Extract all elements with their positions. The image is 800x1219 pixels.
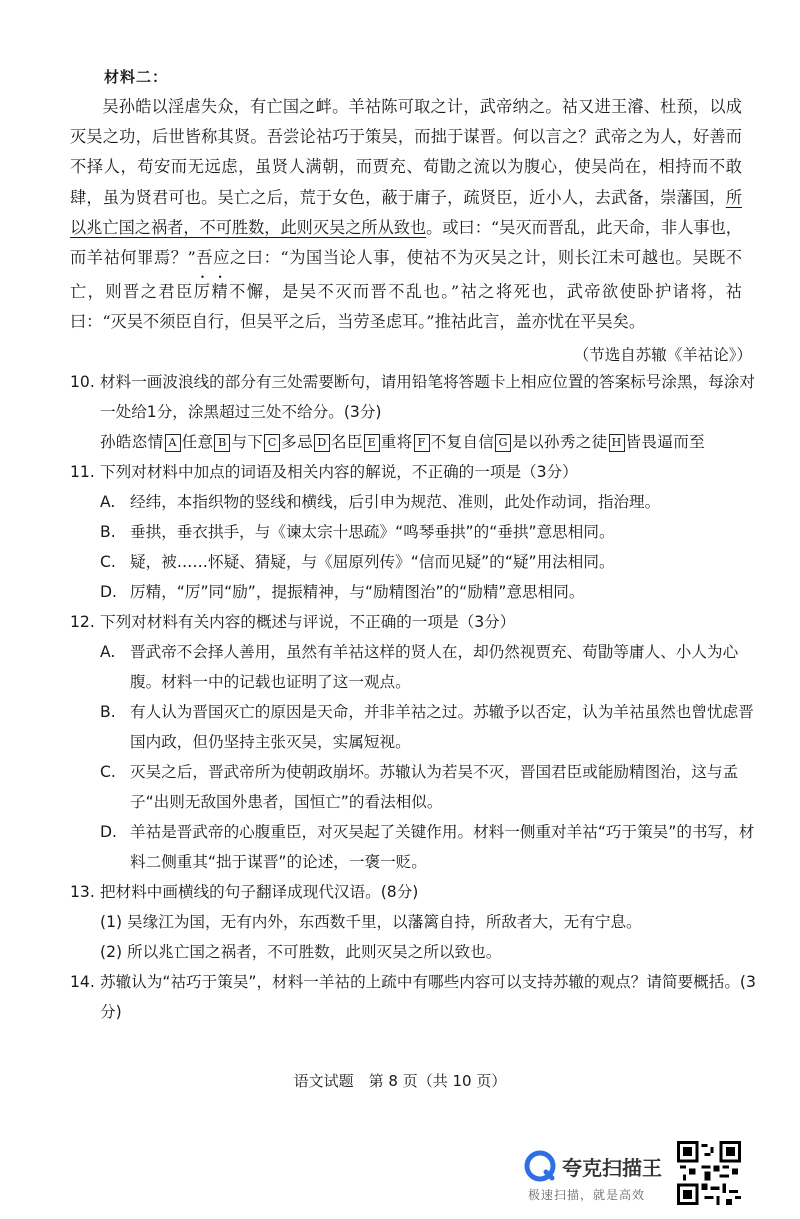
question-13 — [70, 877, 760, 967]
answer-box-b[interactable]: B — [214, 434, 230, 452]
question-10 — [70, 367, 760, 457]
option-c — [100, 547, 760, 577]
segment: 名臣 — [330, 433, 363, 451]
option-label: D. — [100, 823, 117, 841]
option-d — [100, 577, 760, 607]
quark-logo-icon — [524, 1150, 556, 1182]
passage-part-3: 不懈，是吴不灭而晋不乱也。”祜之将死也，武帝欲使卧护诸将，祜曰：“灭吴不须臣自行，但吴平之后，当劳圣虑耳。”推祜此言，盖亦忧在平吴矣。 — [70, 282, 742, 332]
questions-section — [70, 367, 760, 1027]
answer-box-h[interactable]: H — [609, 434, 625, 452]
option-label: C. — [100, 763, 116, 781]
segment: 多忌 — [281, 433, 313, 451]
question-number: 12. — [70, 613, 95, 631]
segment: 不复自信 — [430, 433, 495, 451]
passage-part-2: 。或曰：“吴灭而晋乱，此天命，非人事也，而羊祜何罪焉？”吾应之曰：“为国当论人事，使祜不为灭吴之计，则长江未可越也。吴既不亡，则晋之君臣 — [70, 217, 742, 302]
punctuation-segments — [100, 427, 760, 457]
segment: 皆畏逼而至 — [625, 433, 705, 451]
qr-code-icon — [677, 1141, 741, 1205]
question-10-text: 材料一画波浪线的部分有三处需要断句，请用铅笔将答题卡上相应位置的答案标号涂黑，每涂对一处给1分，涂黑超过三处不给分。(3分) — [100, 373, 755, 421]
segment: 是以孙秀之徒 — [512, 433, 608, 451]
option-b — [100, 697, 760, 757]
question-12 — [70, 607, 760, 877]
option-text: 灭吴之后，晋武帝所为使朝政崩坏。苏辙认为若吴不灭，晋国君臣或能励精图治，这与孟子“出则无敌国外患者，国恒亡”的看法相似。 — [130, 763, 739, 811]
answer-box-e[interactable]: E — [364, 434, 380, 452]
question-14 — [70, 967, 760, 1027]
option-a — [100, 487, 760, 517]
question-number: 10. — [70, 373, 95, 391]
question-number: 11. — [70, 463, 95, 481]
material-two-paragraph — [70, 92, 742, 338]
segment: 重将 — [380, 433, 413, 451]
passage-part-1: 吴孙皓以淫虐失众，有亡国之衅。羊祜陈可取之计，武帝纳之。祜又进王濬、杜预，以成灭吴之功，后世皆称其贤。吾尝论祜巧于策吴，而拙于谋晋。何以言之？武帝之为人，好善而不择人，苟安而无远虑，虽贤人满朝，而贾充、荀勖之流以为腹心，使吴尚在，相持而不敢肆，虽为贤君可也。吴亡之后，荒于女色，蔽于庸子，疏贤臣，近小人，去武备，崇藩国， — [70, 97, 742, 207]
option-label: B. — [100, 703, 116, 721]
segment: 孙皓恣情 — [100, 433, 164, 451]
option-label: A. — [100, 493, 116, 511]
translation-item-2: (2) 所以兆亡国之祸者，不可胜数，此则灭吴之所以致也。 — [100, 943, 502, 961]
option-text: 有人认为晋国灭亡的原因是天命，并非羊祜之过。苏辙予以否定，认为羊祜虽然也曾忧虑晋国内政，但仍坚持主张灭吴，实属短视。 — [130, 703, 754, 751]
option-text: 晋武帝不会择人善用，虽然有羊祜这样的贤人在，却仍然视贾充、荀勖等庸人、小人为心腹。材料一中的记载也证明了这一观点。 — [130, 643, 739, 691]
option-label: A. — [100, 643, 116, 661]
translation-item-1: (1) 吴缘江为国，无有内外，东西数千里，以藩篱自持，所敌者大，无有宁息。 — [100, 913, 642, 931]
question-number: 14. — [70, 973, 95, 991]
option-b — [100, 517, 760, 547]
scanner-slogan: 极速扫描，就是高效 — [528, 1188, 646, 1202]
material-two-title: 材料二： — [104, 68, 169, 86]
answer-box-f[interactable]: F — [414, 434, 430, 452]
option-label: D. — [100, 583, 117, 601]
underlined-sentence: 所以兆亡国之祸者，不可胜数，此则灭吴之所从致也 — [70, 187, 742, 237]
dotted-word-lijing: 厉精 — [193, 282, 230, 302]
answer-box-g[interactable]: G — [495, 434, 511, 452]
option-text: 疑，被……怀疑、猜疑，与《屈原列传》“信而见疑”的“疑”用法相同。 — [130, 553, 615, 571]
option-label: C. — [100, 553, 116, 571]
question-11 — [70, 457, 760, 607]
option-d — [100, 817, 760, 877]
segment: 与下 — [231, 433, 264, 451]
option-text: 羊祜是晋武帝的心腹重臣，对灭吴起了关键作用。材料一侧重对羊祜“巧于策吴”的书写，材料二侧重其“拙于谋晋”的论述，一褒一贬。 — [130, 823, 755, 871]
answer-box-d[interactable]: D — [314, 434, 330, 452]
option-label: B. — [100, 523, 116, 541]
option-text: 经纬，本指织物的竖线和横线，后引申为规范、准则，此处作动词，指治理。 — [130, 493, 661, 511]
question-14-text: 苏辙认为“祜巧于策吴”，材料一羊祜的上疏中有哪些内容可以支持苏辙的观点？请简要概括。(3分) — [100, 973, 756, 1021]
question-11-stem: 下列对材料中加点的词语及相关内容的解说，不正确的一项是（3分） — [100, 463, 578, 481]
page-footer: 语文试题 第 8 页（共 10 页） — [293, 1072, 507, 1090]
scanner-watermark — [524, 1148, 674, 1208]
scanner-app-name: 夸克扫描王 — [562, 1156, 662, 1180]
question-12-stem: 下列对材料有关内容的概述与评说，不正确的一项是（3分） — [100, 613, 516, 631]
answer-box-a[interactable]: A — [165, 434, 181, 452]
question-13-stem: 把材料中画横线的句子翻译成现代汉语。(8分) — [100, 883, 419, 901]
option-c — [100, 757, 760, 817]
option-text: 垂拱，垂衣拱手，与《谏太宗十思疏》“鸣琴垂拱”的“垂拱”意思相同。 — [130, 523, 615, 541]
option-text: 厉精，“厉”同“励”，提振精神，与“励精图治”的“励精”意思相同。 — [130, 583, 585, 601]
passage-source: （节选自苏辙《羊祜论》） — [573, 346, 752, 364]
option-a — [100, 637, 760, 697]
segment: 任意 — [181, 433, 214, 451]
answer-box-c[interactable]: C — [264, 434, 280, 452]
material-two-body — [70, 92, 742, 338]
question-number: 13. — [70, 883, 95, 901]
